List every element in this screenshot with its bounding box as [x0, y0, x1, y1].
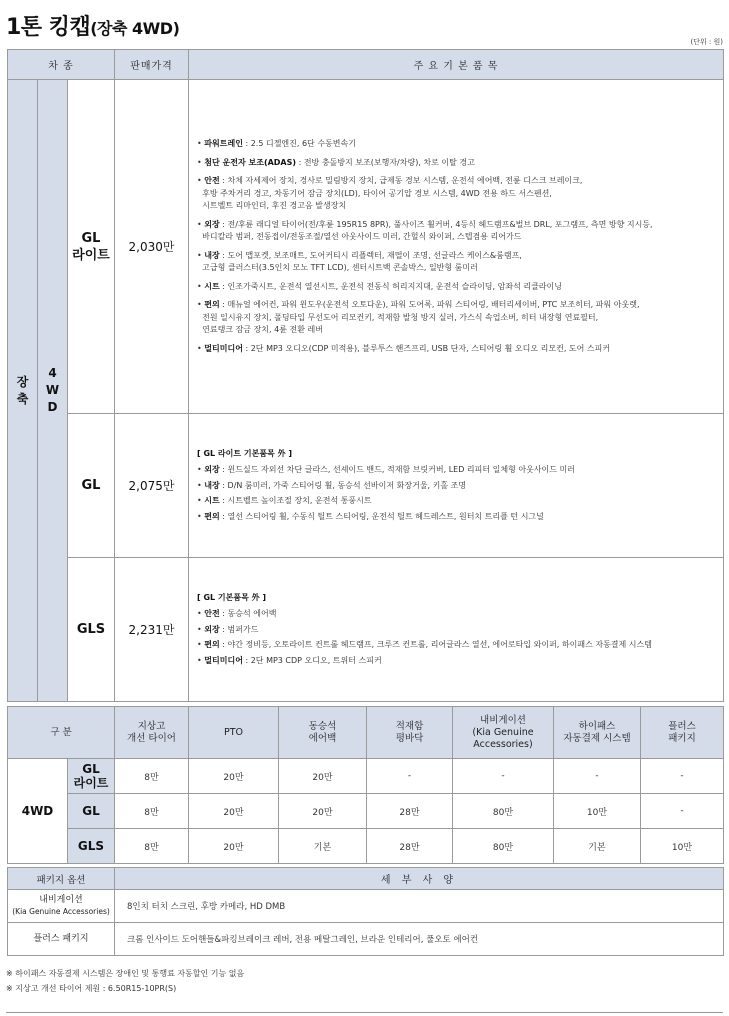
- footnotes: [6, 966, 244, 996]
- feature-item: • 안전 : 차체 자세제어 장치, 경사로 밀림방지 장치, 급제동 경보 시스템, 운전석 에어백, 전륜 디스크 브레이크, 후방 주차거리 경고, 차동기어 잠금 장치(LD), 타이어 공기압 경보 시스템, 4WD 전용 하드 서스펜션, 시트벨트 리마인더, 후진 경고음 발생장치: [197, 176, 583, 210]
- title-main: 1톤 킹캡: [6, 15, 91, 40]
- feature-list: [189, 414, 724, 558]
- body-type-label: 장 축: [8, 80, 38, 702]
- table-row: [8, 558, 724, 702]
- feature-item: • 편의 : 매뉴얼 에어컨, 파워 윈도우(운전석 오토다운), 파워 도어록, 파워 스티어링, 배터리세이버, PTC 보조히터, 파워 아웃렛, 전원 일시유지 장치, 폴딩타입 무선도어 리모컨키, 적재함 발청 방지 실러, 가스식 속업소버, 히터 내장형 연료필터, 연료탱크 잠금 장치, 4륜 전환 레버: [197, 300, 640, 334]
- package-detail: 8인치 터치 스크린, 후방 카메라, HD DMB: [115, 890, 724, 923]
- table-cell: 기본: [554, 829, 641, 864]
- trim-name: GLS: [68, 558, 115, 702]
- feature-list: [189, 558, 724, 702]
- option-trim-name: GL 라이트: [68, 759, 115, 794]
- trim-price: 2,231만: [115, 558, 189, 702]
- feature-item: • 편의 : 열선 스티어링 휠, 수동식 틸트 스티어링, 운전석 틸트 헤드레스트, 원터치 트리플 턴 시그널: [197, 511, 544, 521]
- table-cell: 80만: [453, 794, 554, 829]
- header-model: 차 종: [8, 50, 115, 80]
- table-cell: -: [554, 759, 641, 794]
- option-header-navigation: 내비게이션 (Kia Genuine Accessories): [453, 707, 554, 759]
- feature-item: • 편의 : 야간 정비등, 오토라이트 컨트롤 헤드램프, 크루즈 컨트롤, 리어글라스 열선, 에어로타입 와이퍼, 하이패스 자동결제 시스템: [197, 640, 652, 650]
- feature-item: • 내장 : 도어 맵포켓, 보조매트, 도어커티시 리플렉터, 재떨이 조명, 선글라스 케이스&룸램프, 고급형 클러스터(3.5인치 모노 TFT LCD), 센터시트백 콘솔박스, 일반형 룸미러: [197, 250, 522, 272]
- package-detail: 크롬 인사이드 도어핸들&파킹브레이크 레버, 전용 메탈그레인, 브라운 인테리어, 풀오토 에어컨: [115, 923, 724, 956]
- unit-label: (단위 : 원): [690, 38, 723, 46]
- package-header-name: 패키지 옵션: [8, 868, 115, 890]
- table-row: [8, 414, 724, 558]
- table-cell: 20만: [279, 759, 367, 794]
- feature-heading: [ GL 라이트 기본품목 外 ]: [197, 448, 293, 458]
- table-cell: 20만: [279, 794, 367, 829]
- table-row: [8, 829, 724, 864]
- option-header-tire: 지상고 개선 타이어: [115, 707, 189, 759]
- package-name: [8, 923, 115, 956]
- feature-item: • 첨단 운전자 보조(ADAS) : 전방 충돌방지 보조(보행자/차량), 차로 이탈 경고: [197, 157, 475, 167]
- feature-item: • 파워트레인 : 2.5 디젤엔진, 6단 수동변속기: [197, 139, 356, 148]
- option-trim-name: GL: [68, 794, 115, 829]
- footer-divider: [6, 1012, 723, 1013]
- option-header-flatbed: 적재함 평바닥: [367, 707, 453, 759]
- table-cell: -: [641, 794, 724, 829]
- table-cell: 8만: [115, 794, 189, 829]
- package-header-detail: 세 부 사 양: [115, 868, 724, 890]
- feature-item: • 내장 : D/N 룸미러, 가죽 스티어링 휠, 동승석 선바이저 화장거울, 키홀 조명: [197, 480, 467, 490]
- trim-name: GL: [68, 414, 115, 558]
- table-row: [8, 759, 724, 794]
- table-cell: 80만: [453, 829, 554, 864]
- feature-item: • 외장 : 범퍼가드: [197, 624, 259, 634]
- option-drive-label: 4WD: [8, 759, 68, 864]
- table-row: [8, 794, 724, 829]
- trim-price: 2,075만: [115, 414, 189, 558]
- table-row: [8, 80, 724, 414]
- table-row: [8, 923, 724, 956]
- option-header-hipass: 하이패스 자동결제 시스템: [554, 707, 641, 759]
- footnote: ※ 하이패스 자동결제 시스템은 장애인 및 통행료 자동할인 기능 없음: [6, 969, 245, 978]
- table-cell: -: [641, 759, 724, 794]
- table-cell: 8만: [115, 829, 189, 864]
- page-title: [6, 10, 179, 41]
- table-cell: 20만: [189, 759, 279, 794]
- option-header-pto: PTO: [189, 707, 279, 759]
- package-name: [8, 890, 115, 923]
- footnote: ※ 지상고 개선 타이어 제원 : 6.50R15-10PR(S): [6, 984, 177, 993]
- header-price: 판매가격: [115, 50, 189, 80]
- table-cell: 기본: [279, 829, 367, 864]
- table-cell: 10만: [641, 829, 724, 864]
- feature-item: • 외장 : 윈드실드 자외선 차단 글라스, 선셰이드 밴드, 적재함 브릿커버, LED 리피터 일체형 아웃사이드 미러: [197, 465, 576, 475]
- table-cell: 20만: [189, 829, 279, 864]
- option-trim-name: GLS: [68, 829, 115, 864]
- table-cell: 10만: [554, 794, 641, 829]
- table-cell: 28만: [367, 794, 453, 829]
- trim-price: 2,030만: [115, 80, 189, 414]
- table-cell: 8만: [115, 759, 189, 794]
- package-name-main: 플러스 패키지: [33, 934, 89, 944]
- option-header-plus-package: 플러스 패키지: [641, 707, 724, 759]
- drive-label: 4 W D: [38, 80, 68, 702]
- feature-item: • 멀티미디어 : 2단 MP3 오디오(CDP 미적용), 블루투스 핸즈프리, USB 단자, 스티어링 휠 오디오 리모컨, 도어 스피커: [197, 343, 611, 353]
- feature-item: • 외장 : 전/후륜 래디얼 타이어(전/후륜 195R15 8PR), 풀사이즈 휠커버, 4등식 헤드램프&벌브 DRL, 포그램프, 측면 방향 지시등, 바디칼라 범퍼, 전동접이/전동조절/열선 아웃사이드 미러, 간헐식 와이퍼, 스텝겸용 리어가드: [197, 219, 653, 241]
- feature-item: • 시트 : 시트벨트 높이조절 장치, 운전석 통풍시트: [197, 496, 372, 506]
- table-cell: -: [453, 759, 554, 794]
- table-row: [8, 890, 724, 923]
- package-name-sub: (Kia Genuine Accessories): [12, 907, 110, 916]
- title-sub: (장축 4WD): [90, 19, 180, 38]
- table-cell: -: [367, 759, 453, 794]
- table-cell: 20만: [189, 794, 279, 829]
- option-price-table: [7, 706, 724, 864]
- feature-item: • 멀티미디어 : 2단 MP3 CDP 오디오, 트위터 스피커: [197, 655, 382, 665]
- package-table: [7, 867, 724, 956]
- trim-table: [7, 49, 724, 702]
- feature-item: • 안전 : 동승석 에어백: [197, 609, 277, 619]
- option-header-category: 구 분: [8, 707, 115, 759]
- header-features: 주 요 기 본 품 목: [189, 50, 724, 80]
- table-cell: 28만: [367, 829, 453, 864]
- option-header-airbag: 동승석 에어백: [279, 707, 367, 759]
- feature-list: [189, 80, 724, 414]
- trim-name: GL 라이트: [68, 80, 115, 414]
- feature-item: • 시트 : 인조가죽시트, 운전석 열선시트, 운전석 전동식 허리지지대, 운전석 슬라이딩, 암좌석 리클라이닝: [197, 281, 562, 291]
- package-name-main: 내비게이션: [39, 895, 83, 905]
- feature-heading: [ GL 기본품목 外 ]: [197, 592, 267, 602]
